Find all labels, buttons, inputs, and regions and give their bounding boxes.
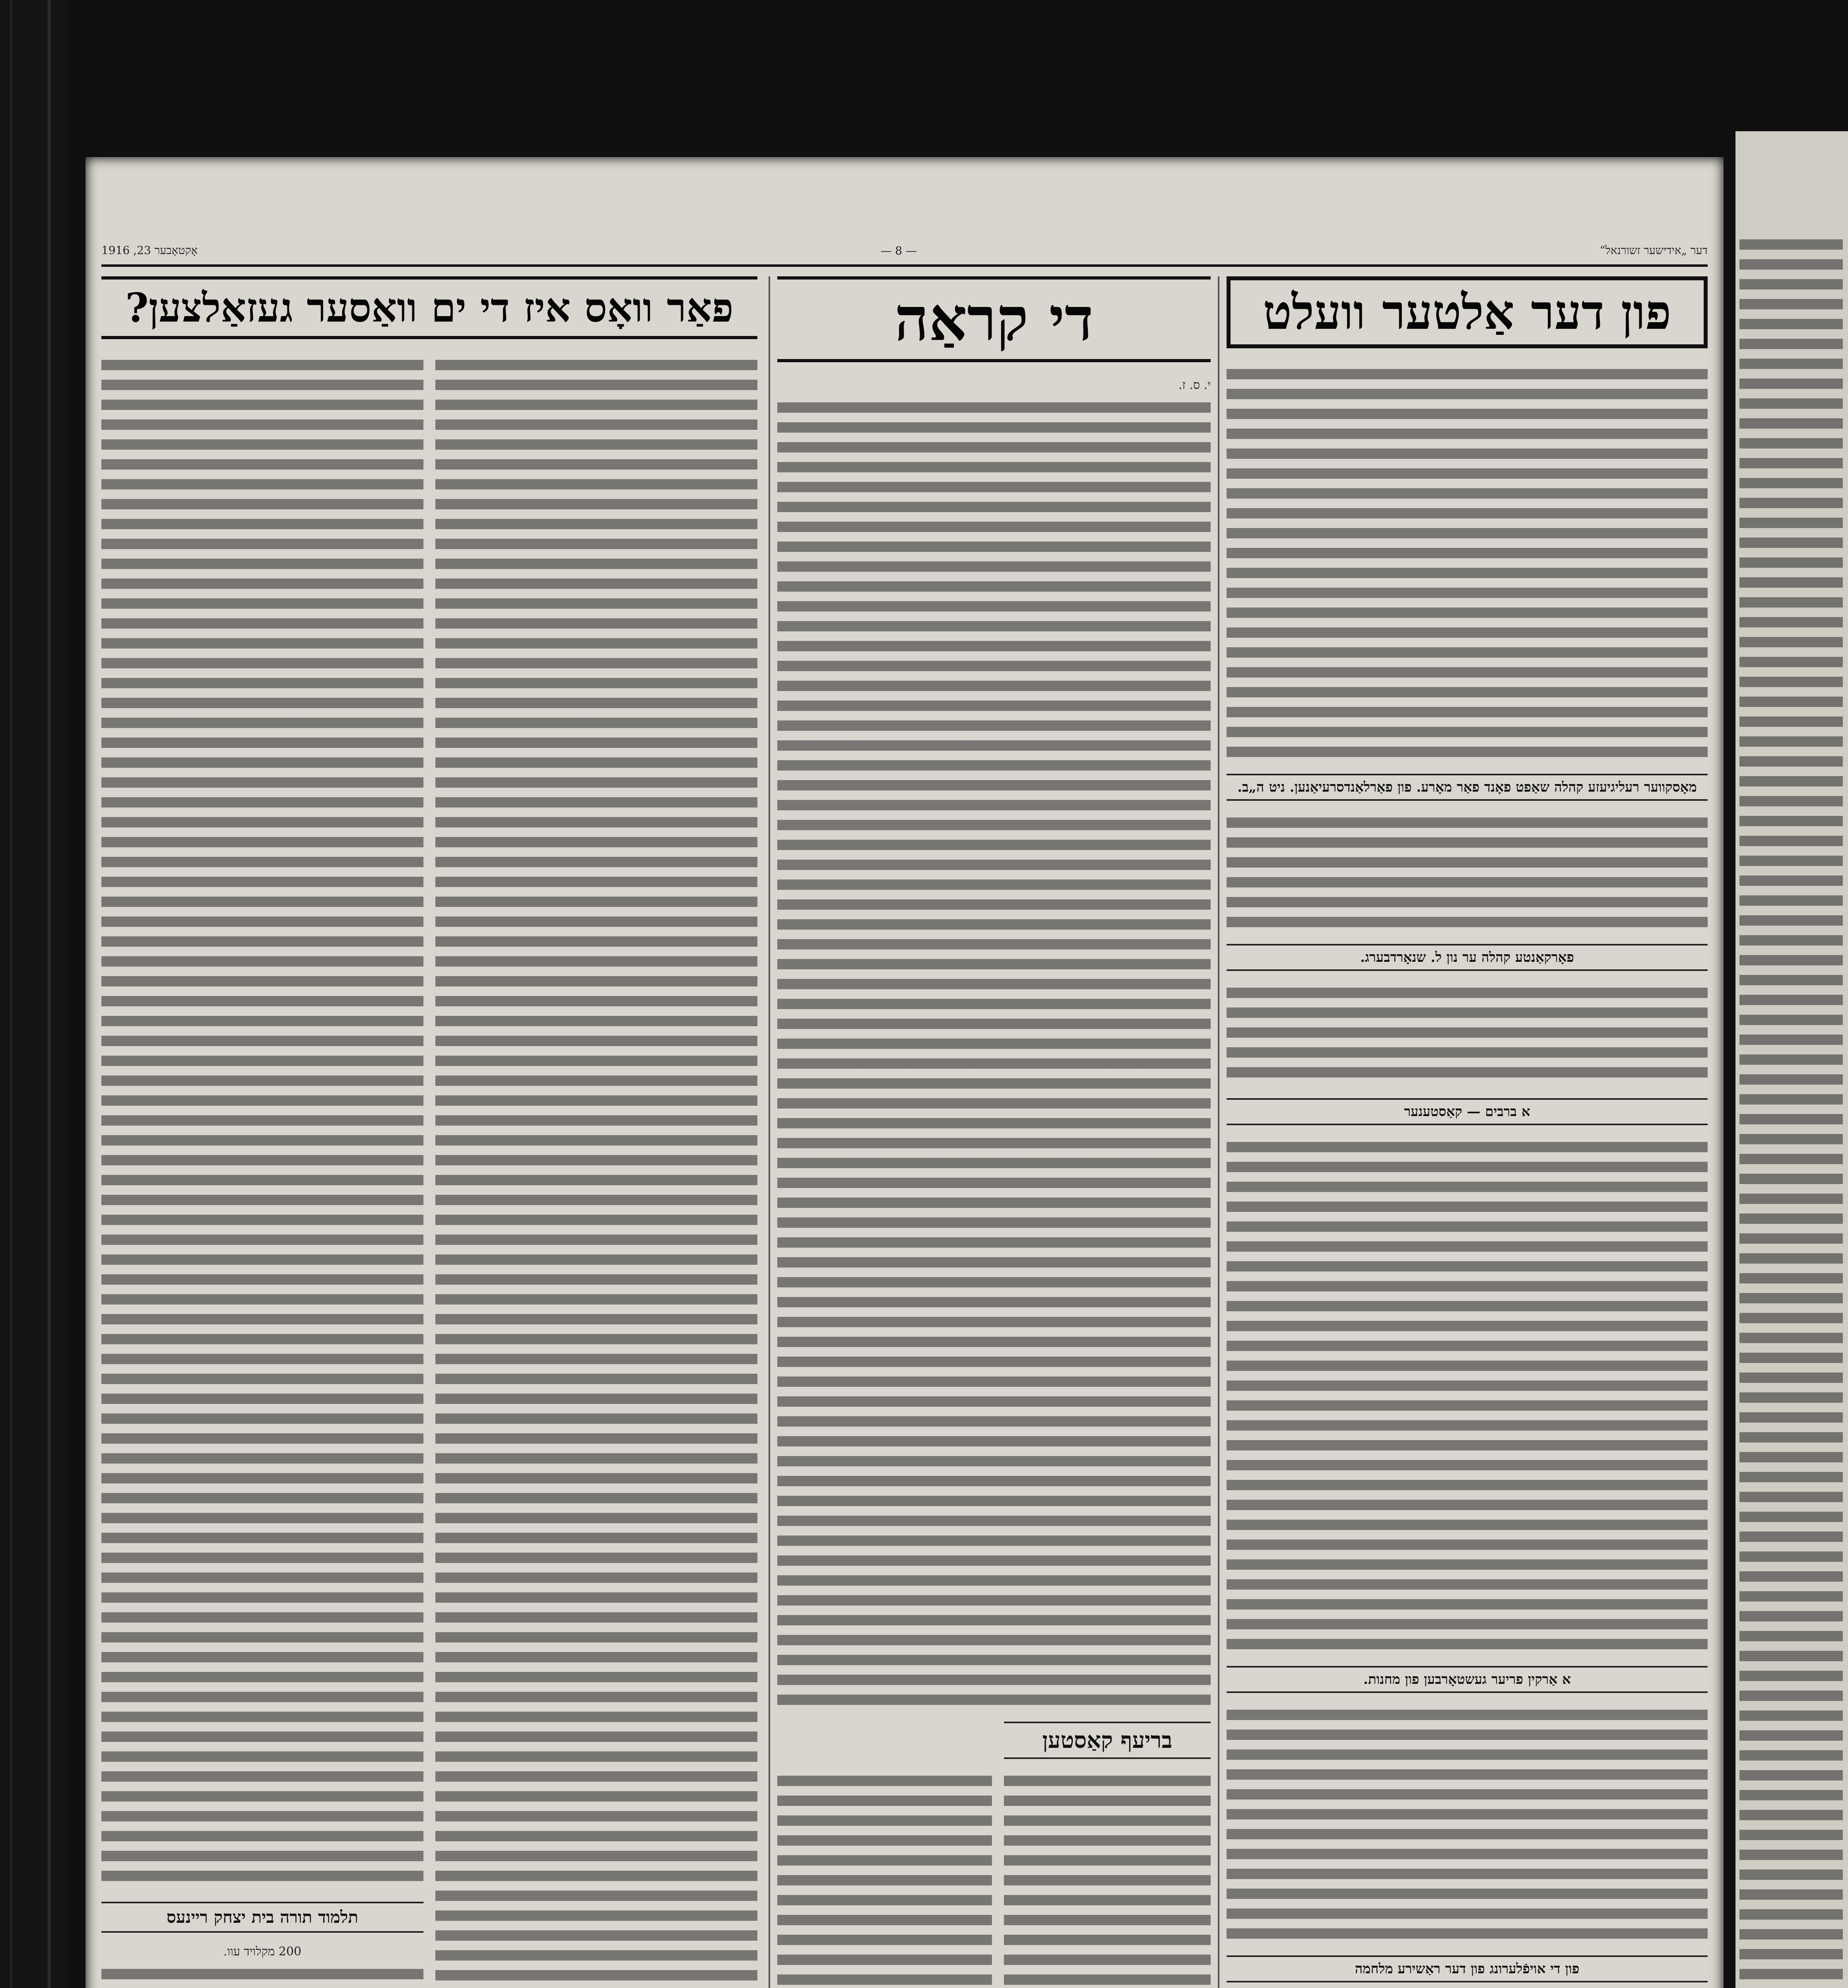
section-heading: תלמוד תורה בית יצחק ריינעס — [101, 1902, 423, 1933]
newspaper-page — [85, 157, 1724, 1988]
header-paper-name: דער „אידישער זשורנאל“ — [1600, 244, 1708, 257]
article-text — [1227, 364, 1708, 762]
address-line: 200 מקלויד עוו. — [223, 1945, 302, 1959]
adjacent-page-column — [1739, 235, 1843, 1988]
article-text — [777, 1771, 992, 1988]
page-header — [101, 237, 1708, 267]
section-heading: פאָרקאַנטע קהלה ער נון ל. שנאָרדבערג. — [1227, 944, 1708, 971]
column-3 — [777, 276, 1211, 1988]
section-heading: בריעף קאַסטען — [1004, 1722, 1211, 1759]
film-guide-line — [48, 0, 51, 1988]
article-text — [101, 355, 423, 1890]
section-heading: מאָסקווער רעליגיעזע קהלה שאַפט פאָנד פאַר מאָרע. פון פאַרלאַנדסרעיאַנען. ניט ה„ב. — [1227, 774, 1708, 801]
article-text — [777, 398, 1211, 1710]
section-heading: פון די אויפֿלערונג פון דער ראַשירע מלחמה — [1227, 1955, 1708, 1982]
article-text — [1739, 235, 1843, 1988]
column-1 — [101, 276, 757, 1988]
article-text — [1227, 1137, 1708, 1654]
article-text — [101, 1964, 423, 1988]
column-divider — [1218, 276, 1219, 1988]
article-text — [435, 355, 757, 1988]
column-divider — [769, 276, 770, 1988]
column-4-headline: פון דער אַלטער וועלט — [1227, 276, 1708, 348]
column-3-headline: די קראַה — [777, 276, 1211, 362]
film-guide-line — [10, 0, 12, 1988]
column-1-headline: פאַר וואָס איז די ים וואַסער געזאַלצען? — [101, 276, 757, 339]
scan-left-edge — [0, 0, 68, 1988]
section-heading: א אַרקין פריער געשטאָרבען פון מחנות. — [1227, 1666, 1708, 1693]
byline: י. ס. ז. — [1178, 378, 1211, 392]
article-text — [1004, 1771, 1211, 1988]
adjacent-page-edge — [1735, 131, 1848, 1988]
article-text — [1227, 983, 1708, 1086]
column-4 — [1227, 276, 1708, 1988]
article-text — [1227, 813, 1708, 932]
header-date: אָקטאָבער 23, 1916 — [101, 244, 198, 257]
section-heading: א ברבים — קאַסטענער — [1227, 1098, 1708, 1125]
article-text — [1227, 1705, 1708, 1943]
header-page-number: — 8 — — [880, 244, 917, 257]
